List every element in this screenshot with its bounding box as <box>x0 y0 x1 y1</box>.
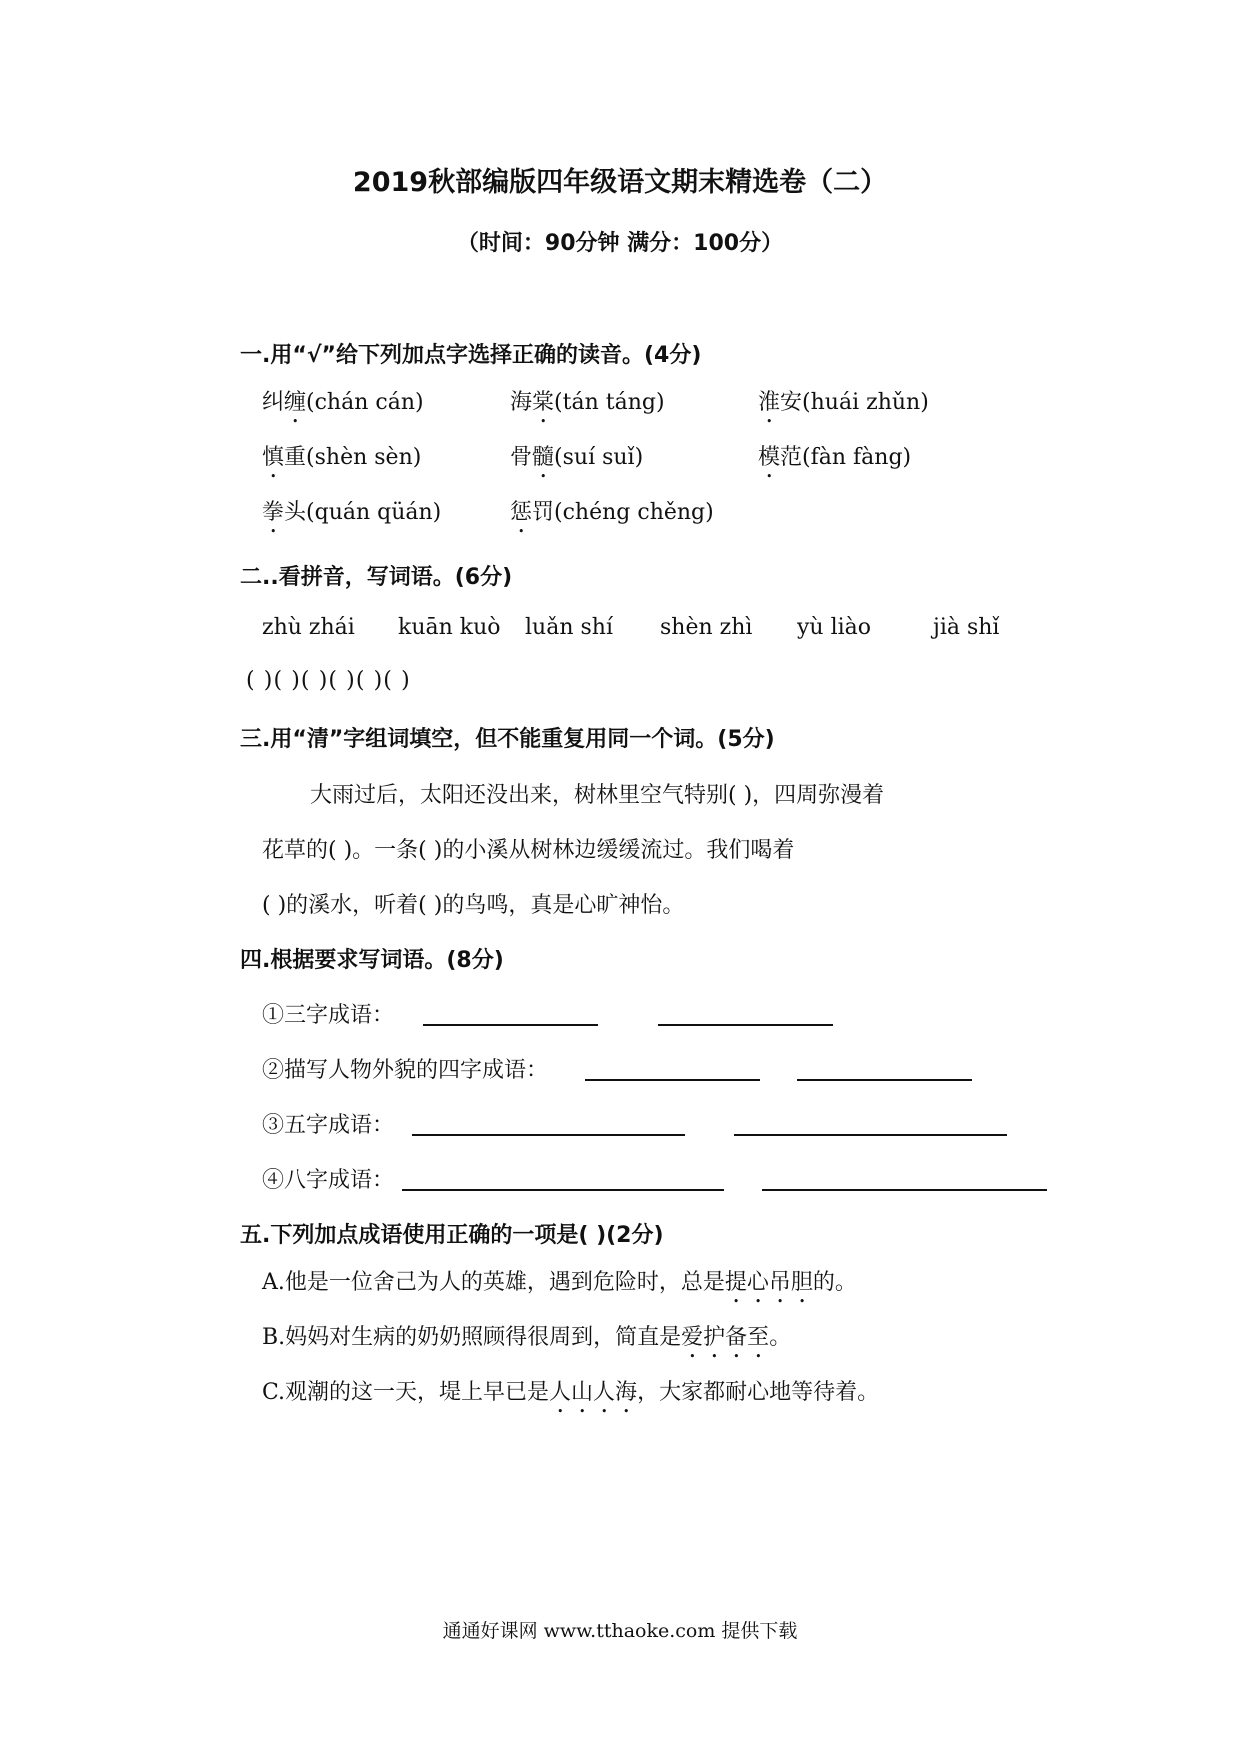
section-1-heading: 一.用“√”给下列加点字选择正确的读音。(4分) <box>240 343 702 368</box>
answer-line[interactable] <box>423 1024 598 1026</box>
item-text: 重 <box>284 445 307 470</box>
pinyin-word: yù liào <box>797 615 872 640</box>
option-text: A.他是一位舍己为人的英雄，遇到危险时，总是 <box>262 1270 725 1295</box>
answer-brackets: ( )( )( )( )( )( ) <box>246 668 411 693</box>
question-label: ④八字成语： <box>262 1168 395 1193</box>
paragraph-line: 大雨过后，太阳还没出来，树林里空气特别( )，四周弥漫着 <box>310 783 885 808</box>
pinyin-item <box>510 385 665 428</box>
paragraph-line: ( )的溪水，听着( )的鸟鸣，真是心旷神怡。 <box>262 893 685 918</box>
option-text: 。 <box>769 1325 792 1350</box>
dotted-char: 髓 <box>532 445 555 470</box>
item-text: 头 <box>284 500 307 525</box>
pinyin-item <box>262 385 424 428</box>
question-label: ③五字成语： <box>262 1113 395 1138</box>
item-options: (suí suǐ) <box>554 445 644 470</box>
item-options: (fàn fàng) <box>802 445 912 470</box>
page-subtitle: （时间：90分钟 满分：100分） <box>456 231 784 256</box>
dotted-idiom: 爱护备至 <box>681 1325 770 1350</box>
answer-line[interactable] <box>412 1134 685 1136</box>
pinyin-word: shèn zhì <box>660 615 753 640</box>
option-text: 的。 <box>812 1270 857 1295</box>
answer-line[interactable] <box>402 1189 724 1191</box>
pinyin-word: luǎn shí <box>525 615 613 640</box>
section-5-heading: 五.下列加点成语使用正确的一项是( )(2分) <box>240 1223 664 1248</box>
option-text: C.观潮的这一天，堤上早已是 <box>262 1380 550 1405</box>
section-4-heading: 四.根据要求写词语。(8分) <box>240 948 504 973</box>
item-text: 纠 <box>262 390 285 415</box>
pinyin-item <box>262 495 441 538</box>
answer-line[interactable] <box>797 1079 972 1081</box>
dotted-char: 棠 <box>532 390 555 415</box>
pinyin-word: jià shǐ <box>933 615 1000 640</box>
question-label: ②描写人物外貌的四字成语： <box>262 1058 549 1083</box>
page-title: 2019秋部编版四年级语文期末精选卷（二） <box>352 167 888 198</box>
pinyin-item <box>510 495 714 538</box>
pinyin-word: kuān kuò <box>398 615 501 640</box>
pinyin-word: zhù zhái <box>262 615 355 640</box>
item-options: (tán táng) <box>554 390 665 415</box>
item-text: 安 <box>780 390 803 415</box>
item-options: (quán qüán) <box>306 500 442 525</box>
item-text: 海 <box>510 390 533 415</box>
footer: 通通好课网 www.tthaoke.com 提供下载 <box>442 1620 798 1642</box>
dotted-char: 缠 <box>284 390 307 415</box>
item-options: (shèn sèn) <box>306 445 422 470</box>
pinyin-item <box>262 440 421 483</box>
dotted-char: 惩 <box>510 500 533 525</box>
question-label: ①三字成语： <box>262 1003 395 1028</box>
dotted-char: 模 <box>758 445 781 470</box>
dotted-idiom: 提心吊胆 <box>724 1270 813 1295</box>
pinyin-item <box>758 385 929 428</box>
answer-line[interactable] <box>762 1189 1047 1191</box>
option-b <box>262 1320 791 1363</box>
answer-line[interactable] <box>658 1024 833 1026</box>
dotted-char: 拳 <box>262 500 285 525</box>
option-c <box>262 1375 879 1418</box>
dotted-char: 慎 <box>262 445 285 470</box>
paragraph-line: 花草的( )。一条( )的小溪从树林边缓缓流过。我们喝着 <box>262 838 795 863</box>
item-options: (chán cán) <box>306 390 424 415</box>
option-a <box>262 1265 857 1308</box>
option-text: B.妈妈对生病的奶奶照顾得很周到，简直是 <box>262 1325 682 1350</box>
item-options: (chéng chěng) <box>554 500 714 525</box>
section-2-heading: 二..看拼音，写词语。(6分) <box>240 565 513 590</box>
pinyin-item <box>510 440 643 483</box>
answer-line[interactable] <box>585 1079 760 1081</box>
item-text: 罚 <box>532 500 555 525</box>
item-options: (huái zhǔn) <box>802 390 929 415</box>
item-text: 骨 <box>510 445 533 470</box>
pinyin-item <box>758 440 911 483</box>
dotted-idiom: 人山人海 <box>549 1380 638 1405</box>
option-text: ，大家都耐心地等待着。 <box>637 1380 880 1405</box>
dotted-char: 淮 <box>758 390 781 415</box>
answer-line[interactable] <box>734 1134 1007 1136</box>
item-text: 范 <box>780 445 803 470</box>
section-3-heading: 三.用“清”字组词填空，但不能重复用同一个词。(5分) <box>240 727 775 752</box>
